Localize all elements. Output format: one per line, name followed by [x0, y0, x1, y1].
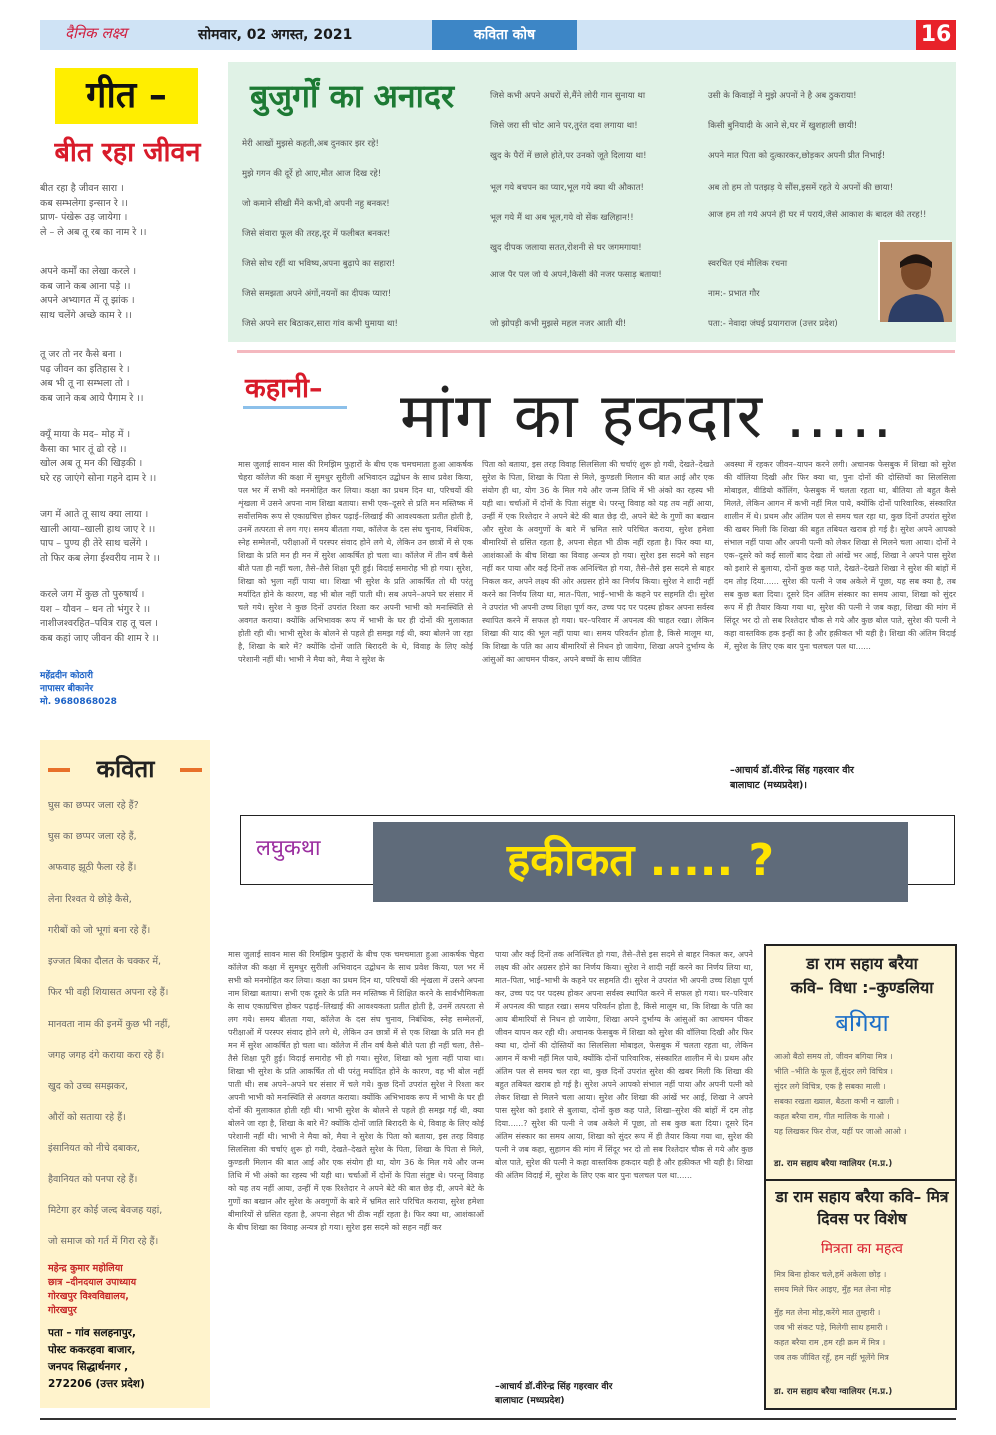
poem-line: आओ बैठो समय तो, जीवन बगिया मित्र ।	[774, 1052, 893, 1061]
section-divider	[237, 350, 955, 353]
kavita-address	[48, 1325, 208, 1393]
poem-line: खुद के पैरों में छाले होते,पर उनको जूते दिलाया था!	[490, 151, 647, 161]
poem-line: जब भी संकट पड़े, मिलेगी साथ हमारी ।	[774, 1323, 888, 1332]
poem-line: भूल गये मैं था अब भूल,गये वो सेंक खलिहान!!	[490, 213, 634, 223]
poem-line: बीत रहा है जीवन सारा ।	[40, 183, 124, 194]
kavita-line: लेना रिश्वत ये छोड़े कैसे,	[48, 894, 132, 905]
poem-line: तो फिर कब लेगा ईश्वरीय नाम रे ।।	[40, 552, 160, 564]
geet-author	[40, 670, 210, 709]
poem-line: कब जाने कब आये पैगाम रे ।।	[40, 392, 144, 404]
bagiya-panel	[764, 944, 957, 1410]
geet-stanza-3	[40, 348, 205, 406]
poem-line: किसी बुनियादी के आने से,घर में खुशहाली छायी!	[708, 121, 858, 131]
heading-dash	[180, 768, 202, 772]
poem-line: कहत बरैया राम ,हम रही क्रम में मित्र ।	[774, 1338, 886, 1347]
author-name: –आचार्य डॉ.वीरेन्द्र सिंह गहरवार वीर	[730, 765, 854, 776]
kavita-line: मानवता नाम की इनमें कुछ भी नहीं,	[48, 1019, 171, 1030]
poem-line: तू जर तो नर कैसे बना ।	[40, 349, 122, 360]
poem-line: मुँह मत लेना मोड़,करेंगे मात तुम्हारी ।	[774, 1308, 881, 1317]
poem-line: जब तक जीवित रहूँ, हम नहीं भूलेंगे मित्र	[774, 1353, 889, 1362]
kavita-line: इज्जत बिका दौलत के चक्कर में,	[48, 956, 162, 967]
poem-line: अब भी तू ना सम्भला तो ।	[40, 378, 130, 389]
poem-note: स्वरचित एवं मौलिक रचना	[708, 259, 788, 269]
poem-line: मेरी आखों मुझसे कहती,अब दुनकार झर रहे!	[242, 139, 379, 149]
author-name: महेंद्रदीन कोठारी	[40, 671, 93, 681]
kavita-line: फिर भी वही शियासत अपना रहे हैं।	[48, 987, 169, 998]
geet-stanza-4	[40, 428, 205, 486]
poem-line: कब कहां जाए जीवन की शाम रे ।।	[40, 632, 159, 644]
poet-name: डा राम सहाय बरैया	[806, 954, 918, 973]
laghukatha-title: हकीकत ..... ?	[506, 835, 775, 886]
poem-genre: कवि– विधा :–कुण्डलिया	[790, 978, 934, 997]
bagiya-title: बगिया	[835, 1009, 889, 1037]
kahani-signature	[730, 763, 956, 793]
poem-line: खाली आया–खाली हाथ जाए रे ।।	[40, 523, 156, 535]
poem-line: करले जग में कुछ तो पुरुषार्थ ।	[40, 589, 145, 600]
poem-line: जिसे समझता अपने अंगों,नयनों का दीपक प्यारा!	[242, 289, 392, 299]
poem-line: भीति –भीति के फूल हैं,सुंदर लगे विचित्र ।	[774, 1067, 893, 1076]
mitrata-title: मित्रता का महत्व	[821, 1241, 903, 1257]
author-phone: मो. 9680868028	[40, 697, 117, 707]
kavita-line: गरीबों को जो भूगां बना रहे हैं।	[48, 925, 151, 936]
page-number: 16	[916, 20, 956, 50]
poem-line: उसी के किवाड़ों ने मुझे अपनों ने है अब ठुकराया!	[708, 91, 857, 101]
kavita-line: मिटेगा हर कोई जल्द बेवजह यहां,	[48, 1205, 163, 1216]
kahani-column-3: अवस्था में रहकर जीवन–यापन करने लगी। अचानक फेसबुक में शिखा को सुरेश की वॉलिया दिखी और फिर क्या था, पुनः दोनों की दोस्तियों का सिलसिला मोबाइल, वीडियो कॉलिंग, फेसबुक में चलता रहता था, बीतिया तो बहुत कैसे मिलते, लेकिन आगन में कभी नहीं मिल पाये, क्योंकि दोनों पारिवारिक, संस्कारित शालीन में थे। प्रथम और अंतिम पल से समय चल रहा था, कुछ दिनों उपरांत सुरेश की खबर मिली कि शिखा की बहुत तबियत खराब हो गई है। सुरेश अपने आपको संभाल नहीं पाया और अपनी पत्नी को लेकर शिखा से मिलने चला आया। दोनों ने एक–दूसरे को कई सालों बाद देखा तो आंखें भर आई, शिखा ने अपने पास सुरेश को इशारे से बुलाया, दोनों कुछ कह पाते, देखते–देखते शिखा ने सुरेश की बांहों में दम तोड़ दिया...... सुरेश की पत्नी ने जब अकेले में पूछा, यह सब क्या है, तब सब कुछ बता दिया। दूसरे दिन अंतिम संस्कार का समय आया, शिखा को सुंदर रूप में ही तैयार किया गया था, सुरेश की पत्नी ने जब कहा, शिखा की मांग में सिंदूर भर दो तो सब रिश्तेदार चौक से गये और कुछ बोल पाते, सुरेश की पत्नी ने कहा वास्तविक हक इन्हीं का है और हक़ीकत भी यही है। शिखा की अंतिम विदाई में, सुरेश के लिए एक बार पुनः चलचल पल था......	[724, 460, 956, 651]
kavita-line: इंसानियत को नीचे दबाकर,	[48, 1143, 140, 1154]
kavita-line: घुस का छप्पर जला रहे हैं,	[48, 831, 137, 842]
poem-line: अपने मात पिता को दुत्कारकर,छोड़कर अपनी प्रीत निभाई!	[708, 151, 886, 161]
laghukatha-banner	[240, 815, 955, 885]
laghukatha-signature	[495, 1380, 753, 1408]
poem-line: जिसे सोच रहीं था भविष्य,अपना बुढ़ापे का सहारा!	[242, 259, 396, 269]
poem-line: जो कमाने सीखी मैंने कभी,वो अपनी नहु बनकर!	[242, 199, 390, 209]
poem-line: साथ चलेंगे अच्छे काम रे ।।	[40, 309, 132, 321]
poem-line: कैसा का भार तूं ढो रहे ।।	[40, 443, 127, 455]
geet-stanza-6	[40, 588, 205, 646]
geet-stanza-2	[40, 265, 205, 323]
kavita-line: घुस का छप्पर जला रहे हैं?	[48, 800, 139, 811]
kavita-line: औरों को सताया रहे हैं।	[48, 1112, 126, 1123]
kahani-column-1: मास जुलाई सावन मास की रिमझिम फुहारों के बीच एक चमचमाता हुआ आकर्षक चेहरा कॉलेज की कक्षा में सुमधुर सुरीली अभिवादन उद्बोधन के साथ प्रवेश किया, पल भर में सभी को मनमोहित कर लिया। कक्षा का प्रथम दिन था, परिचयों की शृंखला में उसने अपना नाम शिखा बताया। सभी एक–दूसरे से प्रति मन मस्तिष्क में सर्वोत्तमिक रूप से एकाग्रचित्त होकर पढ़ाई–लिखाई की आवश्यकता प्रतीत होती है, उनमें तत्परता से लग गए। समय बीतता गया, कॉलेज के दस संघ चुनाव, निबंधिक, स्नेह सम्मेलनों, परीक्षाओं में परस्पर संवाद होने लगे थे, लेकिन उन छात्रों में से एक शिखा के प्रति मन ही मन में सुरेश आकर्षित हो चला था। कॉलेज में तीन वर्ष कैसे बीते पता ही नहीं चला, तैसे–तैसे शिक्षा पूरी हुई। विदाई समारोह भी हो गया। सुरेश, शिखा को भुला नहीं पाया था। शिखा भी सुरेश के प्रति आकर्षित तो थी परंतु मर्यादित होने के कारण, वह भी बोल नहीं पाती थी। सब अपने–अपने घर संसार में चले गये। सुरेश ने कुछ दिनों उपरांत रिश्ता कर अपनी भाभी को मनःस्थिति से अवगत कराया। क्योंकि अभिभावक रूप में भाभी के घर ही दोनों की मुलाकात होती रही थी। भाभी सुरेश के बोलने से पहले ही समझ गई थी, क्या बोलने जा रहा है, शिखा के बारे में? क्योंकि दोनों जाति बिरादरी के थे, विवाह के लिए कोई परेशानी नहीं थी। भाभी ने मैया को, मैया ने सुरेश के	[238, 460, 473, 664]
poem-line: यह लिखकर फिर रोज, यहीं पर जाओ आओ ।	[774, 1127, 907, 1136]
mitrata-heading: डा राम सहाय बरैया कवि– मित्र दिवस पर विशेष	[775, 1188, 949, 1228]
geet-title: बीत रहा जीवन	[54, 137, 201, 168]
poem-line: आज हम तो गये अपने ही घर में पराये,जैसे आकाश के बादल की तरह!!	[708, 210, 927, 220]
poem-line: कहत बरैया राम, गीत मालिक के गाओ ।	[774, 1112, 890, 1121]
bujurg-title: बुजुर्गों का अनादर	[250, 77, 455, 115]
geet-stanza-5	[40, 508, 205, 566]
address-line: पता – गांव सलहनापुर,	[48, 1327, 136, 1339]
poem-line: क्यूँ माया के मद– मोह में ।	[40, 429, 131, 440]
geet-label: गीत –	[55, 68, 198, 124]
poem-line: पाप – पुण्य ही तेरे साथ चलेंगे ।	[40, 538, 148, 549]
poem-line: जो झोपड़ी कभी मुझसे महल नजर आती थी!	[490, 319, 627, 329]
kavita-line: खुद को उच्च समझकर,	[48, 1081, 128, 1092]
poem-line: प्राण- पंखेरू उड़ जायेगा ।	[40, 212, 128, 223]
poem-line: घरे रह जाएंगे सोना गहने दाम रे ।।	[40, 472, 157, 484]
poem-line: मुझे गगन की दूर्रे हो आए,मौत आज दिख रहे!	[242, 169, 382, 179]
author-photo	[878, 240, 950, 320]
address-line: जनपद सिद्धार्थनगर ,	[48, 1361, 129, 1373]
poem-line: जग में आते तू साथ क्या लाया ।	[40, 509, 149, 520]
bottom-rule	[40, 1418, 956, 1420]
author-detail: छात्र –दीनदयाल उपाध्याय	[48, 1277, 137, 1288]
poem-line: जिसे संवारा फूल की तरह,दूर में फलीबत बनकर!	[242, 229, 391, 239]
author-place: बालाघाट (मध्यप्रदेश)	[495, 1396, 565, 1406]
label-underline	[243, 406, 347, 409]
kahani-title: मांग का हकदार .....	[400, 379, 895, 452]
poem-line: जिसे कभी अपने अधरों से,मैंने लोरी गान सुनाया था	[490, 91, 646, 101]
kavita-line: जो समाज को गर्त में गिरा रहे हैं।	[48, 1236, 159, 1247]
laghukatha-column-1: मास जुलाई सावन मास की रिमझिम फुहारों के बीच एक चमचमाता हुआ आकर्षक चेहरा कॉलेज की कक्षा में सुमधुर सुरीली अभिवादन उद्बोधन के साथ प्रवेश किया, पल भर में सभी को मनमोहित कर लिया। कक्षा का प्रथम दिन था, परिचयों की शृंखला में उसने अपना नाम शिखा बताया। सभी एक दूसरे के प्रति मन मस्तिष्क में शिक्षित करने के सार्वभौमिकता के साथ एकाग्रचित्त होकर पढ़ाई–लिखाई की आवश्यकता प्रतीत होती है, उनमें तत्परता से लग गये। समय बीतता गया, कॉलेज के दस संघ चुनाव, निबंधिक, स्नेह सम्मेलनों, परीक्षाओं में परस्पर संवाद होने लगे थे, लेकिन उन छात्रों में से एक शिखा के प्रति मन ही मन में सुरेश आकर्षित हो चला था। कॉलेज में तीन वर्ष कैसे बीते पता ही नहीं चला, तैसे–तैसे शिक्षा पूरी हुई। विदाई समारोह भी हो गया। सुरेश, शिखा को भुला नहीं पाया था। शिखा भी सुरेश के प्रति आकर्षित तो थी परंतु मर्यादित होने के कारण, वह भी बोल नहीं पाती थी। सब अपने–अपने घर संसार में चले गये। कुछ दिनों उपरांत सुरेश ने रिश्ता कर अपनी भाभी को मनःस्थिति से अवगत कराया। क्योंकि अभिभावक रूप में भाभी के घर ही दोनों की मुलाकात होती रही थी। भाभी सुरेश के बोलने से पहले ही समझ गई थी, क्या बोलने जा रहा है, शिखा के बारे में? क्योंकि दोनों जाति बिरादरी के थे, विवाह के लिए कोई परेशानी नहीं थी। भाभी ने मैया को, मैया ने सुरेश के पिता को बताया, इस तरह विवाह सिलसिला की चर्चाएं शुरू हो गयी, देखते–देखते सुरेश के पिता, शिखा के पिता से मिले, कुण्डली मिलान की बात आई और एक संयोग ही था, योग 36 के मिल गये और जन्म तिथि में भी अंको का रहस्य भी यही था। चर्चाओं में दोनों के पिता संतुष्ट थे। परन्तु विवाह को यह तय नहीं आया, उन्हीं में एक रिश्तेदार ने अपने बेटे की बात छेड़ दी, अपने बेटे के गुणों का बखान और सुरेश के अवगुणों के बारे में भ्रमित सारे परिचित कराया, सुरेश हमेशा बीमारियों से ग्रसित रहता है, अपना सेहत भी ठीक नहीं रहता है। फिर क्या था, आशंकाओं के बीच शिखा का विवाह अन्यत्र हो गया। सुरेश इस सदमे को सहन नहीं कर	[228, 950, 484, 1232]
kahani-label: कहानी–	[245, 373, 323, 404]
geet-stanza-1	[40, 182, 205, 240]
poem-line: आज पैर पल जो ये अपने,किसी की नजर फसाड़ बताया!	[490, 270, 662, 280]
kavita-line: अफवाह झूठी फैला रहे हैं।	[48, 862, 137, 873]
panel-divider	[766, 1179, 955, 1181]
author-detail: गोरखपुर	[48, 1305, 77, 1316]
poem-line: कब जाने कब आना पड़े ।।	[40, 280, 131, 292]
poet-address: पता:- नेवादा जंघई प्रयागराज (उत्तर प्रदेश)	[708, 319, 838, 329]
poem-line: अपने कर्मों का लेखा करले ।	[40, 266, 137, 277]
author-name: –आचार्य डॉ.वीरेन्द्र सिंह गहरवार वीर	[495, 1382, 613, 1392]
poem-line: अपने अभ्यागत में तू झांक ।	[40, 295, 135, 306]
laghukatha-label: लघुकथा	[256, 836, 321, 861]
author-detail: गोरखपुर विश्वविद्यालय,	[48, 1291, 129, 1302]
address-line: 272206 (उत्तर प्रदेश)	[48, 1378, 145, 1390]
poem-line: खोल अब तू मन की खिड़की ।	[40, 458, 143, 469]
poem-line: समय मिले फिर आइए, मुँह मत लेना मोड़	[774, 1285, 891, 1294]
kavita-heading: कविता	[96, 755, 155, 783]
poem-line: मित्र बिना होकर चले,हमें अकेला छोड़ ।	[774, 1270, 887, 1279]
poem-line: पढ़ जीवन का इतिहास रे ।	[40, 363, 130, 375]
poem-line: कब सम्भलेगा इन्सान रे ।।	[40, 197, 128, 209]
poem-line: यश – यौवन – धन तो भंगुर रे ।।	[40, 603, 151, 615]
bagiya-signature: डा. राम सहाय बरैया ग्वालियर (म.प्र.)	[774, 1159, 893, 1169]
poem-line: नाशीजश्वरहित–पवित्र राह तू चल ।	[40, 618, 158, 629]
person-photo-icon	[880, 242, 952, 322]
poem-line: ले – ले अब तू रब का नाम रे ।।	[40, 226, 147, 238]
bujurg-poem-box	[228, 62, 956, 342]
kavita-author	[48, 1262, 208, 1318]
address-line: पोस्ट ककरहवा बाजार,	[48, 1344, 136, 1356]
poem-line: भूल गये बचपन का प्यार,भूल गये क्या थी औकात!	[490, 183, 644, 193]
poem-line: अब तो हम तो पतझड़ ये सौंस,इसमें रहते ये अपनों की छाया!	[708, 183, 894, 193]
mitrata-signature: डा. राम सहाय बरैया ग्वालियर (म.प्र.)	[774, 1387, 893, 1397]
author-place: बालाघाट (मध्यप्रदेश)।	[730, 780, 807, 791]
issue-date: सोमवार, 02 अगस्त, 2021	[198, 27, 353, 43]
author-place: नापासर बीकानेर	[40, 684, 94, 694]
author-name: महेन्द्र कुमार महोलिया	[48, 1263, 123, 1274]
kavita-line: हैवानियत को पनपा रहे हैं।	[48, 1174, 138, 1185]
laghukatha-title-box	[373, 822, 908, 902]
page-header	[40, 20, 956, 50]
kavita-box	[40, 740, 210, 1408]
poem-line: खुद दीपक जलाया सतत,रोशनी से घर जगमगाया!	[490, 243, 642, 253]
newspaper-logo: दैनिक लक्ष्य	[65, 24, 128, 42]
poem-line: सबका रखता ख्याल, बैठता कभी न खाली ।	[774, 1097, 900, 1106]
kavita-line: जगह जगह दंगे कराया करा रहे हैं।	[48, 1050, 165, 1061]
section-label: कविता कोष	[432, 20, 577, 50]
poem-line: जिसे अपने सर बिठाकर,सारा गांव कभी घुमाया था!	[242, 319, 398, 329]
poem-line: जिसे जरा सी चोट आने पर,तुरंत दवा लगाया था!	[490, 121, 638, 131]
poem-line: सुंदर लगे विचित्र, एक है सबका माली ।	[774, 1082, 886, 1091]
poet-name: नाम:- प्रभात गौर	[708, 289, 760, 299]
laghukatha-column-2: पाया और कई दिनों तक अनिश्चित हो गया, तैसे–तैसे इस सदमे से बाहर निकल कर, अपने लक्ष्य की ओर अग्रसर होने का निर्णय किया। सुरेश ने शादी नहीं करने का निर्णय लिया था, मात–पिता, भाई–भाभी के कहने पर सहमति दी। सुरेश ने उपरांत भी अपनी उच्च शिक्षा पूर्ण कर, उच्च पद पर पदस्थ होकर अपना सर्वस्व स्थापित करने में सफल हो गया। घर–परिवार में अपनत्व की चाहत रखा। समय परिवर्तन होता है, किसे मालूम था, कि शिखा के पति का आय बीमारियों से निधन हो जायेगा, शिखा अपने दुर्भाग्य के आंसुओं का आचमन पीकर जीवन यापन कर रही थी। अचानक फेसबुक में शिखा को सुरेश की वॉलिया दिखी और फिर क्या था, दोनों की दोस्तियों का सिलसिला मोबाइल, फेसबुक में चलता रहता था, लेकिन आगन में कभी नहीं मिल पाये, क्योंकि दोनों पारिवारिक, संस्कारित शालीन में थे। प्रथम और अंतिम पल से समय चल रहा था, कुछ दिनों उपरांत सुरेश की खबर मिली कि शिखा की बहुत तबियत खराब हो गई है। सुरेश अपने आपको संभाल नहीं पाया और अपनी पत्नी को लेकर शिखा से मिलने चला आया। सुरेश और शिखा की आंखें भर आई, शिखा ने अपने पास सुरेश को इशारे से बुलाया, दोनों कुछ कह पाते, शिखा–सुरेश की बांहों में दम तोड़ दिया......? सुरेश की पत्नी ने जब अकेले में पूछा, तो सब कुछ बता दिया। दूसरे दिन अंतिम संस्कार का समय आया, शिखा को सुंदर रूप में ही तैयार किया गया था, सुरेश की पत्नी ने जब कहा, सुहागन की मांग में सिंदूर भर दो तो सब रिश्तेदार चौक से गये और कुछ बोल पाते, सुरेश की पत्नी ने कहा वास्तविक हकदार यही है और हक़ीकत भी यही है। शिखा की अंतिम विदाई में, सुरेश के लिए एक बार पुनः चलचल पल था......	[495, 950, 753, 1180]
kahani-column-2: पिता को बताया, इस तरह विवाह सिलसिला की चर्चाएं शुरू हो गयी, देखते–देखते सुरेश के पिता, शिखा के पिता से मिले, कुण्डली मिलान की बात आई और एक संयोग ही था, योग 36 के मिल गये और जन्म तिथि में भी अंको का रहस्य भी यही था। चर्चाओं में दोनों के पिता संतुष्ट थे। परन्तु विवाह को यह तय नहीं आया, उन्हीं में एक रिश्तेदार ने अपने बेटे की बात छेड़ दी, अपने बेटे के गुणों का बखान और सुरेश के अवगुणों के बारे में भ्रमित सारे परिचित कराया, सुरेश हमेशा बीमारियों से ग्रसित रहता है, अपना सेहत भी ठीक नहीं रहता है। फिर क्या था, आशंकाओं के बीच शिखा का विवाह अन्यत्र हो गया। सुरेश इस सदमे को सहन नहीं कर पाया और कई दिनों तक अनिश्चित हो गया, तैसे–तैसे इस सदमे से बाहर निकल कर, अपने लक्ष्य की ओर अग्रसर होने का निर्णय किया। सुरेश ने शादी नहीं करने का निर्णय लिया था, मात–पिता, भाई–भाभी के कहने पर सहमति दी। सुरेश ने उपरांत भी अपनी उच्च शिक्षा पूर्ण कर, उच्च पद पर पदस्थ होकर अपना सर्वस्व स्थापित करने में सफल हो गया। घर–परिवार में अपनत्व की चाहत रखा। लेकिन शिखा की याद की भूल नहीं पाया था। समय परिवर्तन होता है, किसे मालूम था, कि शिखा के पति का आय बीमारियों से निधन हो जायेगा, शिखा अपने दुर्भाग्य के आंसुओं का आचमन पीकर, अपने बच्चों के साथ जीवित	[482, 460, 714, 664]
